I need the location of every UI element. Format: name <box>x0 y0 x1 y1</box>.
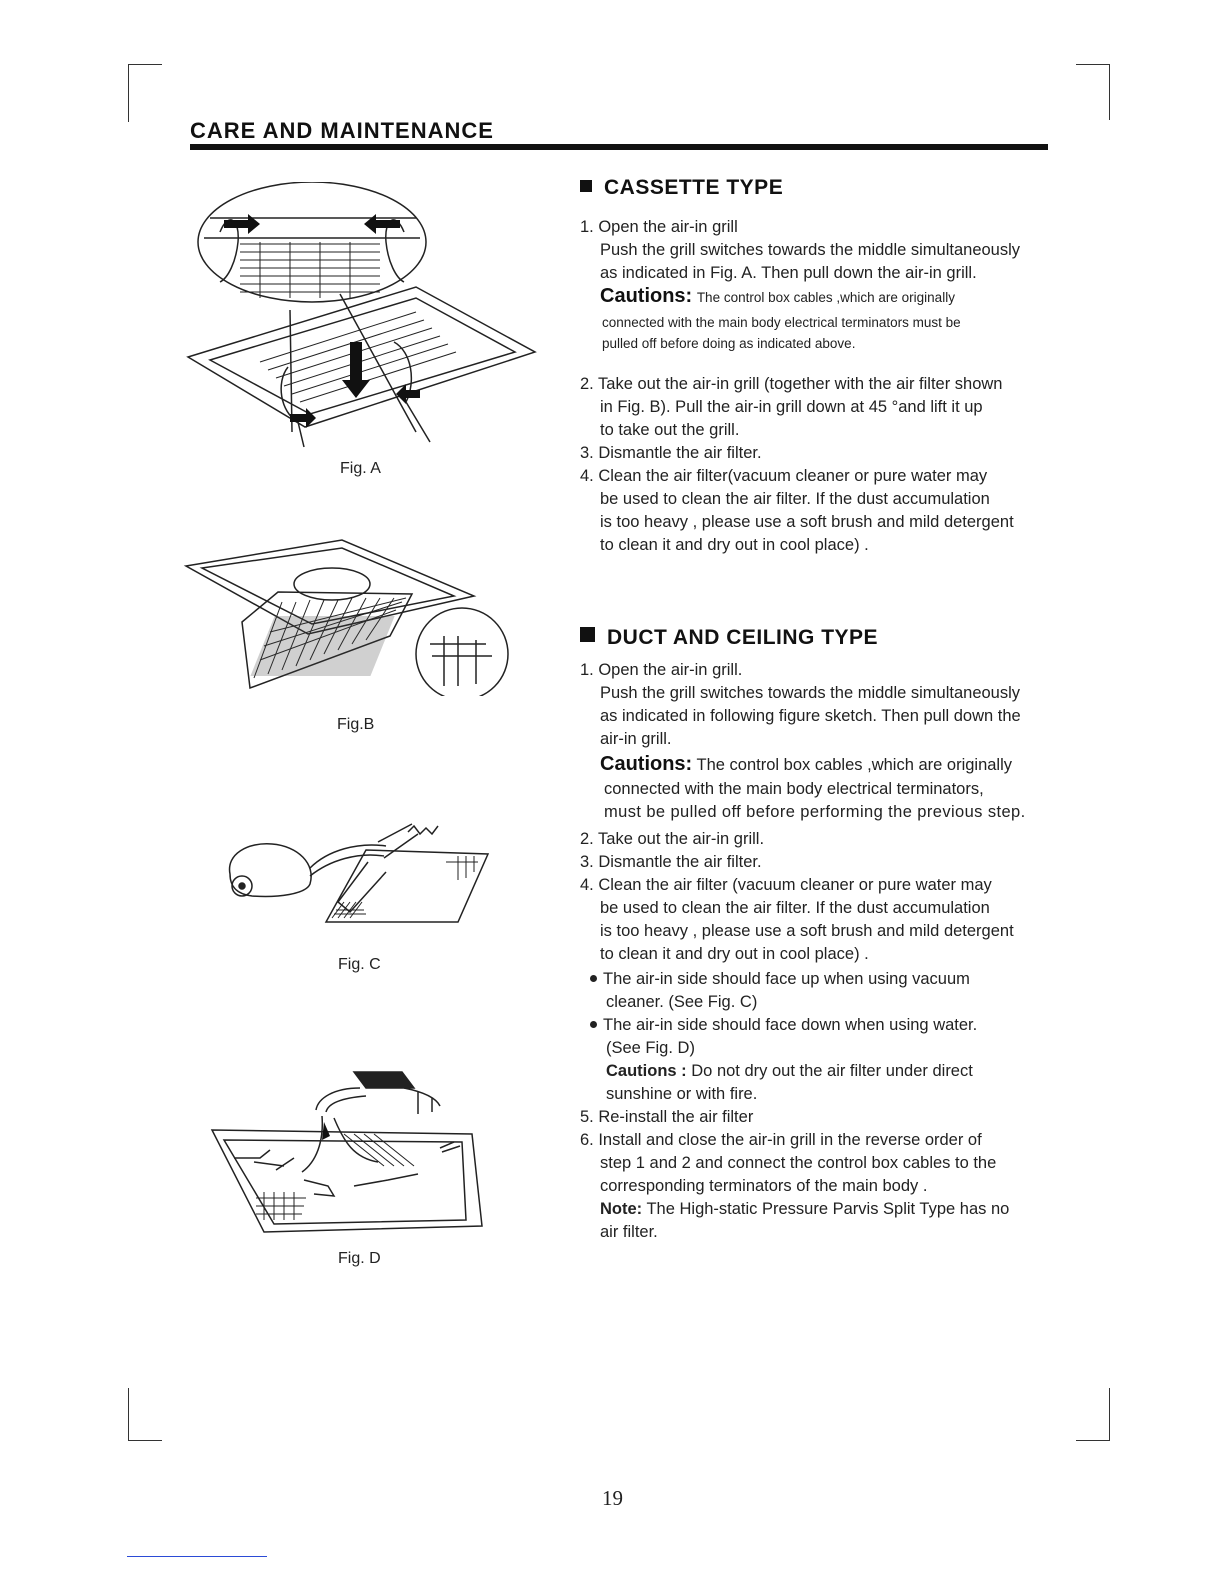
duct-step5: 5. Re-install the air filter <box>580 1108 754 1126</box>
duct-step1-line2: as indicated in following figure sketch. Then pull down the <box>600 707 1021 725</box>
cassette-step2-line1: 2. Take out the air-in grill (together with the air filter shown <box>580 375 1003 393</box>
duct-caution <box>600 753 1012 777</box>
cassette-step2-line2: in Fig. B). Pull the air-in grill down at 45 °and lift it up <box>600 398 983 416</box>
crop-mark-bottom-right-v <box>1109 1388 1110 1440</box>
figure-c-caption: Fig. C <box>338 956 381 973</box>
duct-bullet1: The air-in side should face up when using vacuum <box>590 968 970 991</box>
duct-caution-label: Cautions: <box>600 753 693 775</box>
section-heading-duct: DUCT AND CEILING TYPE <box>580 626 878 650</box>
bullet-square-icon <box>580 180 592 192</box>
cassette-step4-line2: be used to clean the air filter. If the dust accumulation <box>600 490 990 508</box>
duct-note-line2: air filter. <box>600 1223 658 1241</box>
cassette-caution-label: Cautions: <box>600 285 693 307</box>
crop-mark-top-right-v <box>1109 64 1110 120</box>
crop-mark-top-left-v <box>128 64 129 122</box>
figure-b-caption: Fig.B <box>337 716 375 733</box>
duct-caution-line1: The control box cables ,which are originally <box>696 756 1013 774</box>
cassette-step1-line2: as indicated in Fig. A. Then pull down the air-in grill. <box>600 264 977 282</box>
figure-b-illustration <box>182 536 512 696</box>
crop-mark-top-right-h <box>1076 64 1110 65</box>
cassette-step4-line4: to clean it and dry out in cool place) . <box>600 536 869 554</box>
cassette-step1-title: 1. Open the air-in grill <box>580 218 738 236</box>
duct-caution-line3: must be pulled off before performing the previous step. <box>604 803 1026 821</box>
page-number: 19 <box>602 1486 623 1510</box>
duct-bullet2: The air-in side should face down when using water. <box>590 1014 977 1037</box>
duct-step2: 2. Take out the air-in grill. <box>580 830 765 848</box>
duct-caution2 <box>606 1060 973 1083</box>
duct-note <box>600 1198 1009 1221</box>
section-heading-cassette: CASSETTE TYPE <box>580 176 783 200</box>
duct-bullet1-line2: cleaner. (See Fig. C) <box>606 993 758 1011</box>
duct-step6-line2: step 1 and 2 and connect the control box cables to the <box>600 1154 997 1172</box>
duct-note-label: Note: <box>600 1200 643 1218</box>
cassette-step3: 3. Dismantle the air filter. <box>580 444 762 462</box>
cassette-step2-line3: to take out the grill. <box>600 421 740 439</box>
duct-step3: 3. Dismantle the air filter. <box>580 853 762 871</box>
cassette-caution <box>600 285 955 309</box>
bullet-dot-icon <box>590 975 597 982</box>
crop-mark-top-left-h <box>128 64 162 65</box>
cassette-caution-line2: connected with the main body electrical terminators must be <box>602 315 961 330</box>
cassette-step4-line3: is too heavy , please use a soft brush and mild detergent <box>600 513 1014 531</box>
duct-bullet2-line2: (See Fig. D) <box>606 1039 695 1057</box>
duct-step4-line3: is too heavy , please use a soft brush and mild detergent <box>600 922 1014 940</box>
bullet-square-icon <box>580 627 595 642</box>
duct-step4-line1: 4. Clean the air filter (vacuum cleaner or pure water may <box>580 876 992 894</box>
figure-c-illustration <box>218 822 498 934</box>
cassette-caution-line3: pulled off before doing as indicated above. <box>602 336 856 351</box>
duct-caution2-line1: Do not dry out the air filter under direct <box>691 1062 973 1080</box>
duct-caution2-line2: sunshine or with fire. <box>606 1085 758 1103</box>
figure-a-caption: Fig. A <box>340 460 381 477</box>
page-title: CARE AND MAINTENANCE <box>190 118 494 143</box>
duct-step6-line1: 6. Install and close the air-in grill in the reverse order of <box>580 1131 982 1149</box>
duct-step4-line4: to clean it and dry out in cool place) . <box>600 945 869 963</box>
bottom-link-underline <box>127 1556 267 1557</box>
figure-d-illustration <box>204 1062 484 1242</box>
title-rule <box>190 144 1048 150</box>
crop-mark-bottom-left-v <box>128 1388 129 1440</box>
duct-step4-line2: be used to clean the air filter. If the dust accumulation <box>600 899 990 917</box>
duct-step1-line1: Push the grill switches towards the middle simultaneously <box>600 684 1021 702</box>
figure-d-caption: Fig. D <box>338 1250 381 1267</box>
duct-note-line1: The High-static Pressure Parvis Split Type has no <box>646 1200 1010 1218</box>
duct-step1-line3: air-in grill. <box>600 730 672 748</box>
duct-caution-line2: connected with the main body electrical terminators, <box>604 780 984 798</box>
crop-mark-bottom-right-h <box>1076 1440 1110 1441</box>
duct-step1-title: 1. Open the air-in grill. <box>580 661 743 679</box>
figure-a-illustration <box>180 182 540 452</box>
bullet-dot-icon <box>590 1021 597 1028</box>
cassette-step1-line1: Push the grill switches towards the middle simultaneously <box>600 241 1021 259</box>
duct-caution2-label: Cautions : <box>606 1062 687 1080</box>
cassette-step4-line1: 4. Clean the air filter(vacuum cleaner or pure water may <box>580 467 988 485</box>
cassette-caution-line1: The control box cables ,which are originally <box>696 290 955 305</box>
crop-mark-bottom-left-h <box>128 1440 162 1441</box>
duct-step6-line3: corresponding terminators of the main body . <box>600 1177 928 1195</box>
